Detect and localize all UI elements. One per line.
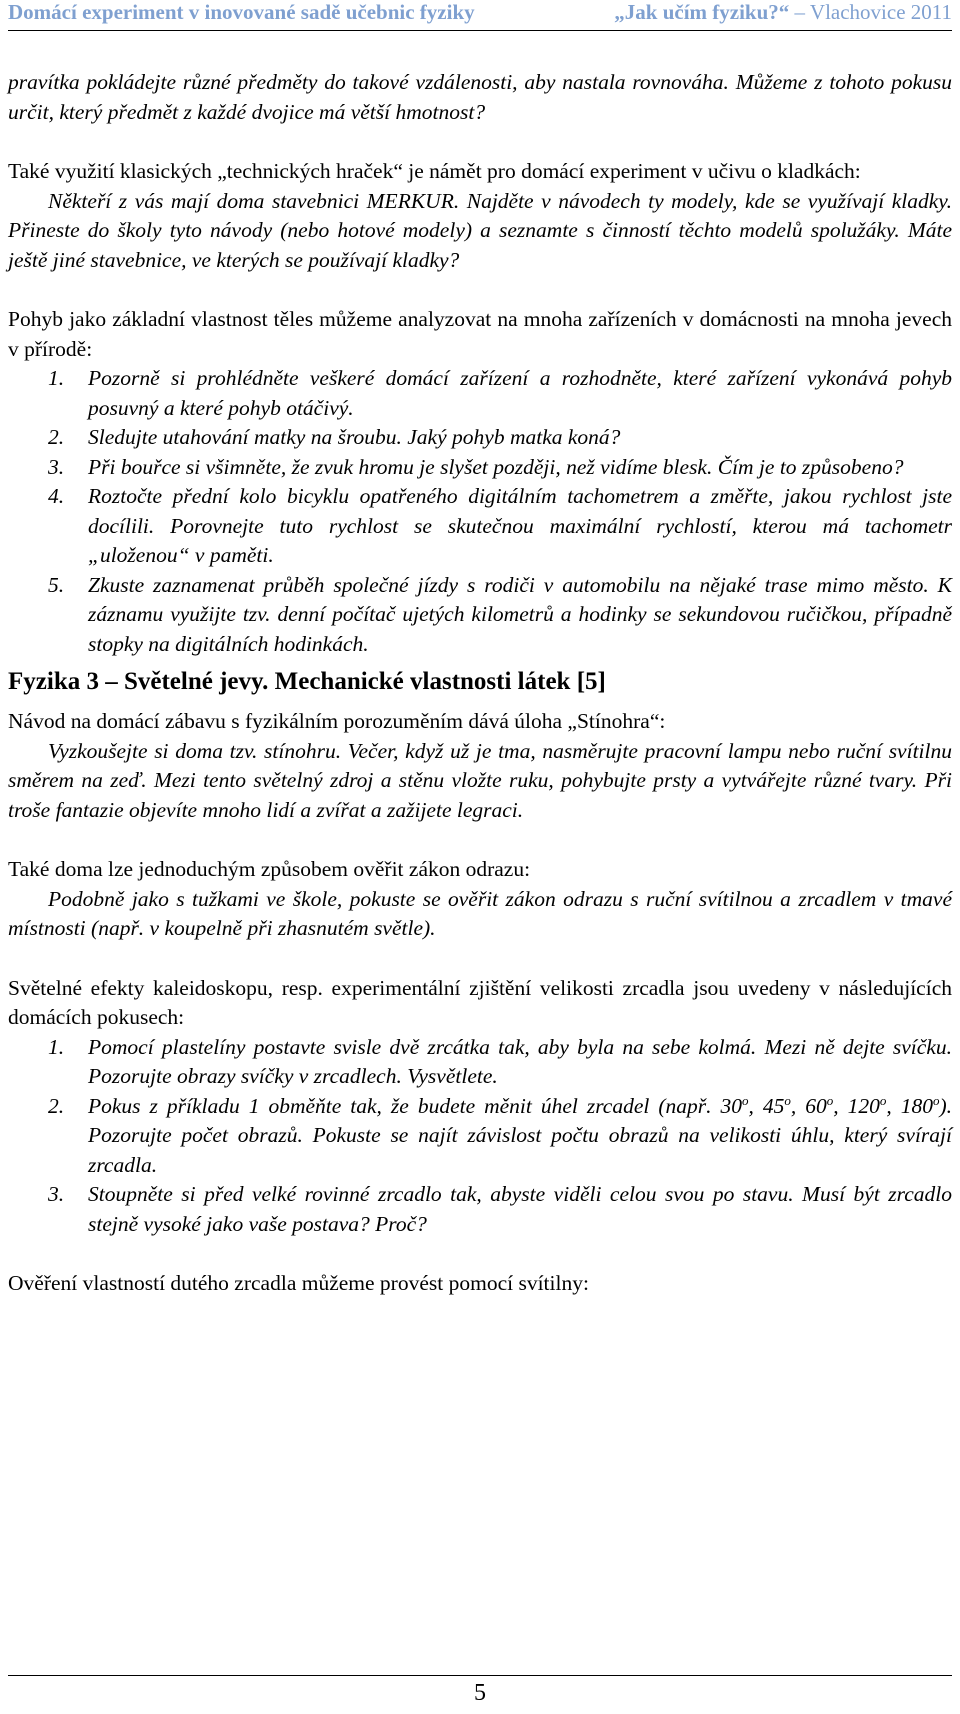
paragraph-reflection-intro: Také doma lze jednoduchým způsobem ověřit zákon odrazu: [8,857,531,881]
page-number: 5 [474,1680,486,1706]
list-item [8,1033,952,1092]
running-header [8,0,952,31]
list-item [8,1092,952,1181]
paragraph-motion-intro: Pohyb jako základní vlastnost těles můžeme analyzovat na mnoha zařízeních v domácnosti na mnoha jevech v přírodě: [8,307,952,361]
list-number: 4. [48,484,65,508]
list-item [8,423,952,453]
list-item [8,364,952,423]
paragraph-merkur-task: Někteří z vás mají doma stavebnici MERKUR. Najděte v návodech ty modely, kde se využívají kladky. Přineste do školy tyto návody (nebo hotové modely) a seznamte s činností těchto modelů spolužáky. Máte ještě jiné stavebnice, ve kterých se používají kladky? [8,188,952,272]
paragraph-shadow-intro: Návod na domácí zábavu s fyzikálním porozuměním dává úloha „Stínohra“: [8,709,666,733]
paragraph-balance-task: pravítka pokládejte různé předměty do takové vzdálenosti, aby nastala rovnováha. Můžeme z tohoto pokusu určit, který předmět z každé dvojice má větší hmotnost? [8,70,952,124]
header-title: Domácí experiment v inovované sadě učebnic fyziky [8,0,475,24]
section-heading: Fyzika 3 – Světelné jevy. Mechanické vlastnosti látek [5] [8,668,606,695]
paragraph-shadow-task: Vyzkoušejte si doma tzv. stínohru. Večer, když už je tma, nasměrujte pracovní lampu nebo ruční svítilnu směrem na zeď. Mezi tento světelný zdroj a stěnu vložte ruku, pohybujte prsty a vytvářejte různé tvary. Při troše fantazie objevíte mnoho lidí a zvířat a zažijete legraci. [8,738,952,822]
list-item-text: Sledujte utahování matky na šroubu. Jaký pohyb matka koná? [88,425,621,449]
list-number: 2. [48,425,65,449]
footer-rule [8,1675,952,1676]
list-item-text: Pomocí plastelíny postavte svisle dvě zrcátka tak, aby byla na sebe kolmá. Mezi ně dejte svíčku. Pozorujte obrazy svíčky v zrcadlech. Vysvětlete. [88,1034,952,1088]
list-item-text: Zkuste zaznamenat průběh společné jízdy s rodiči v automobilu na nějaké trase mimo město. K záznamu využijte tzv. denní počítač ujetých kilometrů a hodinky se sekundovou ručičkou, případně stopky na digitálních hodinkách. [88,572,952,656]
list-number: 1. [48,1034,65,1059]
list-number: 2. [48,1093,65,1118]
page-body [8,68,952,1299]
list-item-text: Stoupněte si před velké rovinné zrcadlo tak, abyste viděli celou svou po stavu. Musí být zrcadlo stejně vysoké jako vaše postava? Proč? [88,1182,952,1236]
list-number: 3. [48,454,65,479]
paragraph-kaleidoscope-intro: Světelné efekty kaleidoskopu, resp. experimentální zjištění velikosti zrcadla jsou uvedeny v následujících domácích pokusech: [8,975,952,1029]
paragraph-concave-mirror: Ověření vlastností dutého zrcadla můžeme provést pomocí svítilny: [8,1271,589,1295]
header-event-place: – Vlachovice 2011 [789,0,952,24]
list-number: 5. [48,572,65,597]
list-item [8,453,952,483]
list-item [8,482,952,571]
list-item-text: Pokus z příkladu 1 obměňte tak, že budete měnit úhel zrcadel (např. 30$^o$, 45$^o$, 60$^o$, 120$^o$, 180$^o$). Pozorujte počet obrazů. Pokuste se najít závislost počtu obrazů na velikosti úhlu, který svírají zrcadla. [88,1092,953,1177]
mirror-task-list [8,1033,952,1240]
list-item-text: Roztočte přední kolo bicyklu opatřeného digitálním tachometrem a změřte, jakou rychlost jste docílili. Porovnejte tuto rychlost se skutečnou maximální rychlostí, kterou má tachometr „uloženou“ v paměti. [88,484,952,567]
list-item [8,1180,952,1239]
list-number: 3. [48,1182,65,1206]
list-item-text: Pozorně si prohlédněte veškeré domácí zařízení a rozhodněte, které zařízení vykonává pohyb posuvný a které pohyb otáčivý. [88,366,952,420]
header-event [614,0,952,25]
list-number: 1. [48,366,65,390]
header-event-title: „Jak učím fyziku?“ [614,0,790,24]
motion-task-list [8,364,952,659]
list-item [8,571,952,660]
paragraph-reflection-task: Podobně jako s tužkami ve škole, pokuste se ověřit zákon odrazu s ruční svítilnou a zrcadlem v tmavé místnosti (např. v koupelně při zhasnutém světle). [8,886,952,940]
paragraph-pulleys-intro: Také využití klasických „technických hraček“ je námět pro domácí experiment v učivu o kladkách: [8,159,861,183]
list-item-text: Při bouřce si všimněte, že zvuk hromu je slyšet později, než vidíme blesk. Čím je to způsobeno? [88,454,904,479]
